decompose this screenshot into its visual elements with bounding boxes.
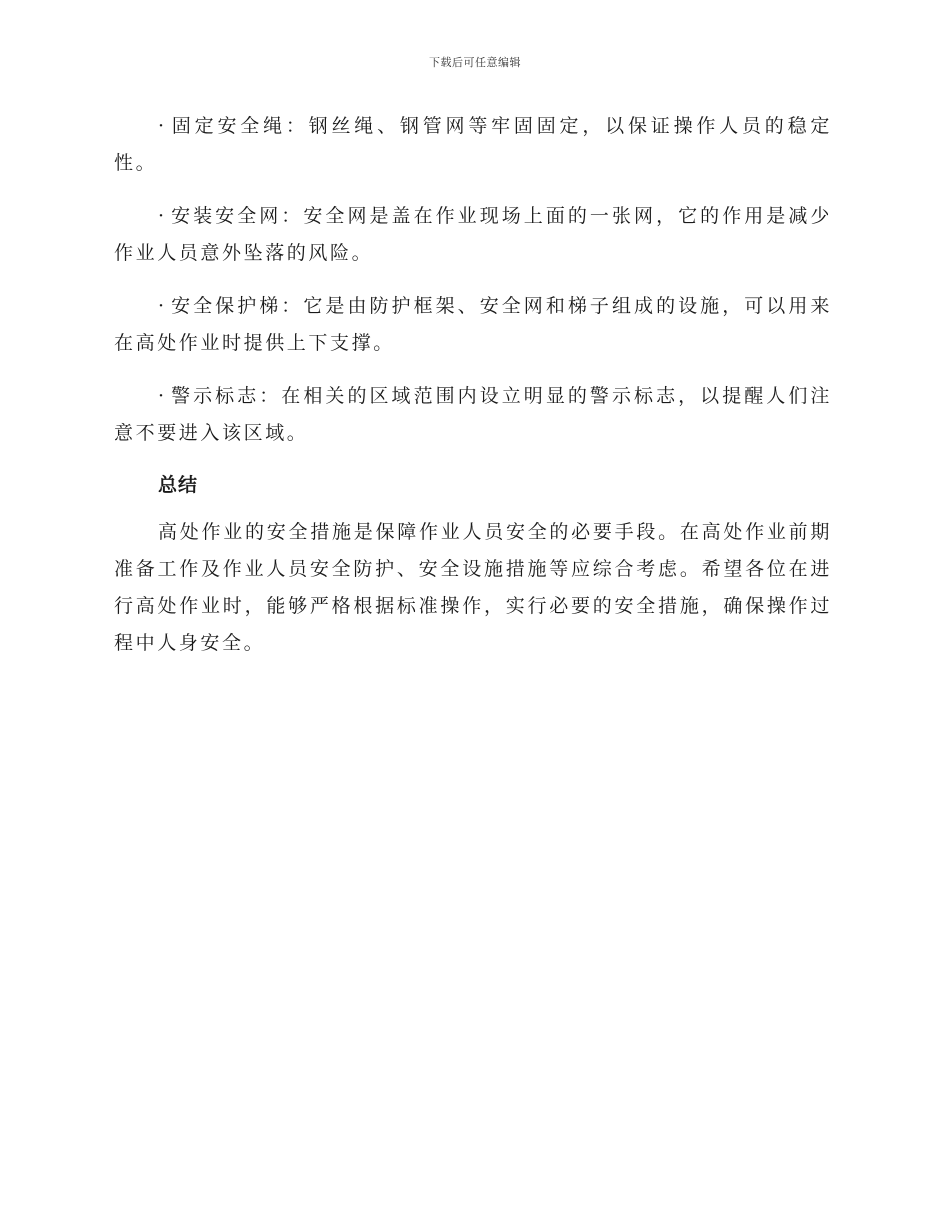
bullet-text: 固定安全绳：钢丝绳、钢管网等牢固固定，以保证操作人员的稳定性。 — [114, 115, 832, 174]
bullet-paragraph-warning-signs — [114, 378, 832, 452]
bullet-paragraph-safety-net — [114, 198, 832, 272]
bullet-text: 安装安全网：安全网是盖在作业现场上面的一张网，它的作用是减少作业人员意外坠落的风险。 — [114, 205, 832, 264]
bullet-text: 安全保护梯：它是由防护框架、安全网和梯子组成的设施，可以用来在高处作业时提供上下支撑。 — [114, 295, 832, 354]
summary-paragraph: 高处作业的安全措施是保障作业人员安全的必要手段。在高处作业前期准备工作及作业人员安全防护、安全设施措施等应综合考虑。希望各位在进行高处作业时，能够严格根据标准操作，实行必要的安全措施，确保操作过程中人身安全。 — [114, 521, 832, 654]
bullet-marker: · — [158, 295, 167, 317]
bullet-paragraph-safety-ladder — [114, 288, 832, 362]
document-body — [114, 108, 832, 662]
page-header-note: 下载后可任意编辑 — [429, 56, 521, 69]
bullet-paragraph-safety-rope — [114, 108, 832, 182]
bullet-marker: · — [158, 115, 167, 137]
bullet-marker: · — [158, 385, 167, 407]
bullet-marker: · — [158, 205, 167, 227]
bullet-text: 警示标志：在相关的区域范围内设立明显的警示标志，以提醒人们注意不要进入该区域。 — [114, 385, 832, 444]
section-title-summary: 总结 — [158, 474, 199, 496]
